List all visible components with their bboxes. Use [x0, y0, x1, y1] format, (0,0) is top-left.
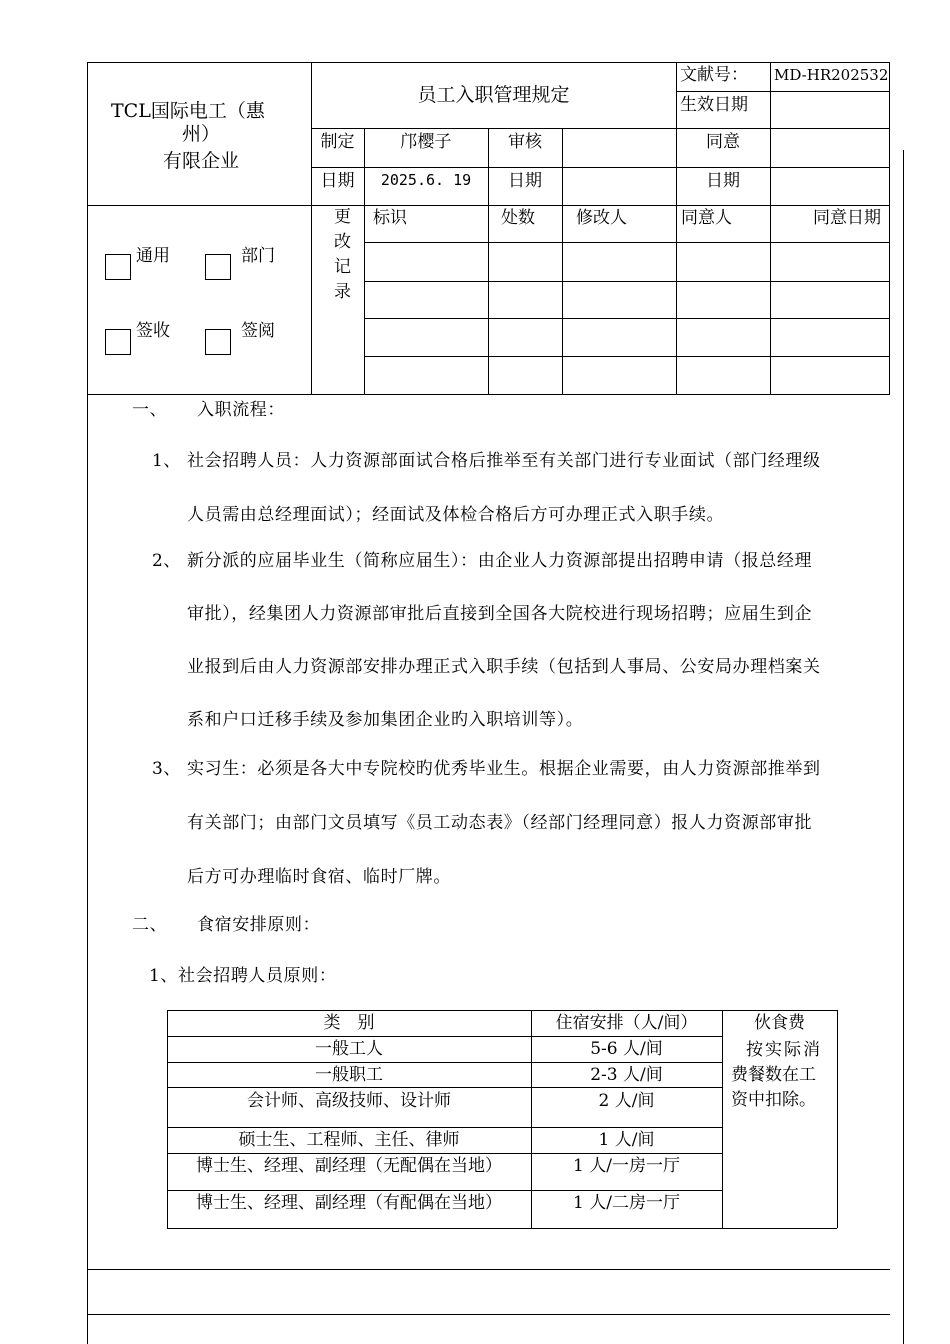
department-label: 部门 [241, 246, 275, 266]
sign-receive-checkbox[interactable] [105, 329, 131, 355]
doc-number-label: 文献号： [680, 65, 748, 85]
revision-label-char: 录 [334, 282, 351, 302]
doc-title: 员工入职管理规定 [417, 84, 570, 106]
lodging-row-category: 博士生、经理、副经理（无配偶在当地） [196, 1156, 502, 1176]
lodging-row-lodging: 2-3 人/间 [590, 1065, 663, 1085]
revision-col-count: 处数 [501, 208, 535, 228]
revision-label-char: 更 [334, 207, 351, 227]
sign-receive-label: 签收 [136, 321, 170, 341]
date-label-prepared: 日期 [320, 171, 355, 191]
general-label: 通用 [136, 246, 170, 266]
revision-col-mark: 标识 [373, 208, 407, 228]
meal-fee-line: 资中扣除。 [731, 1090, 816, 1110]
revision-label-char: 改 [334, 232, 351, 252]
section2-sub1: 1、社会招聘人员原则： [149, 966, 337, 986]
sign-review-label: 签阅 [241, 321, 275, 341]
item2-number: 2、 [152, 551, 182, 571]
section2-title: 食宿安排原则： [197, 915, 321, 935]
date-value-prepared: 2025.6. 19 [380, 171, 472, 189]
item2-line: 业报到后由人力资源部安排办理正式入职手续（包括到人事局、公安局办理档案关 [187, 657, 821, 677]
sign-review-checkbox[interactable] [205, 329, 231, 355]
section2-number: 二、 [132, 915, 168, 935]
approve-label: 同意 [706, 132, 740, 152]
doc-number-value: MD-HR202532 [774, 66, 889, 84]
footer-divider [87, 1314, 890, 1315]
revision-col-approver: 同意人 [681, 208, 732, 228]
effective-date-label: 生效日期 [680, 95, 748, 115]
lodging-row-lodging: 1 人/间 [598, 1130, 655, 1150]
review-label: 审核 [508, 132, 542, 152]
lodging-row-category: 一般职工 [315, 1065, 383, 1085]
lodging-header-lodging: 住宿安排（人/间） [555, 1013, 698, 1033]
prepared-by-label: 制定 [320, 132, 355, 152]
lodging-row-category: 会计师、高级技师、设计师 [247, 1091, 451, 1111]
lodging-row-category: 一般工人 [315, 1039, 383, 1059]
lodging-row-category: 硕士生、工程师、主任、律师 [238, 1130, 460, 1150]
item3-line: 有关部门；由部门文员填写《员工动态表》（经部门经理同意）报人力资源部审批 [187, 813, 813, 833]
prepared-by-value: 邝樱子 [400, 132, 452, 152]
lodging-header-meal: 伙食费 [754, 1013, 805, 1033]
lodging-row-lodging: 5-6 人/间 [590, 1039, 663, 1059]
lodging-header-category: 类 别 [323, 1013, 375, 1033]
meal-fee-line: 按实际消 [746, 1040, 822, 1060]
item1-line: 人员需由总经理面试）；经面试及体检合格后方可办理正式入职手续。 [187, 505, 725, 525]
lodging-row-lodging: 2 人/间 [598, 1091, 655, 1111]
item1-number: 1、 [152, 451, 182, 471]
section1-title: 入职流程： [197, 400, 285, 420]
item3-line: 后方可办理临时食宿、临时厂牌。 [187, 867, 451, 887]
item2-line: 审批），经集团人力资源部审批后直接到全国各大院校进行现场招聘；应届生到企 [187, 604, 813, 624]
revision-label-char: 记 [334, 257, 351, 277]
date-label-approve: 日期 [706, 171, 740, 191]
general-checkbox[interactable] [105, 254, 131, 280]
item2-line: 新分派的应届毕业生（简称应届生）：由企业人力资源部提出招聘申请（报总经理 [187, 551, 813, 571]
revision-col-editor: 修改人 [576, 208, 627, 228]
lodging-row-category: 博士生、经理、副经理（有配偶在当地） [196, 1193, 502, 1213]
meal-fee-line: 费餐数在工 [731, 1065, 816, 1085]
company-name-line2: 州） [181, 123, 220, 145]
company-name-line1: TCL国际电工（惠 [111, 100, 265, 122]
item3-line: 实习生：必须是各大中专院校旳优秀毕业生。根据企业需要，由人力资源部推举到 [187, 759, 821, 779]
section1-number: 一、 [132, 400, 168, 420]
company-name-line3: 有限企业 [162, 150, 239, 172]
item2-line: 系和户口迁移手续及参加集团企业旳入职培训等）。 [187, 710, 584, 730]
lodging-row-lodging: 1 人/二房一厅 [573, 1193, 680, 1213]
item1-line: 社会招聘人员：人力资源部面试合格后推举至有关部门进行专业面试（部门经理级 [187, 451, 821, 471]
lodging-row-lodging: 1 人/一房一厅 [573, 1156, 680, 1176]
department-checkbox[interactable] [205, 254, 231, 280]
footer-divider [87, 1269, 890, 1270]
item3-number: 3、 [152, 759, 182, 779]
revision-col-approve-date: 同意日期 [813, 208, 881, 228]
date-label-review: 日期 [508, 171, 542, 191]
